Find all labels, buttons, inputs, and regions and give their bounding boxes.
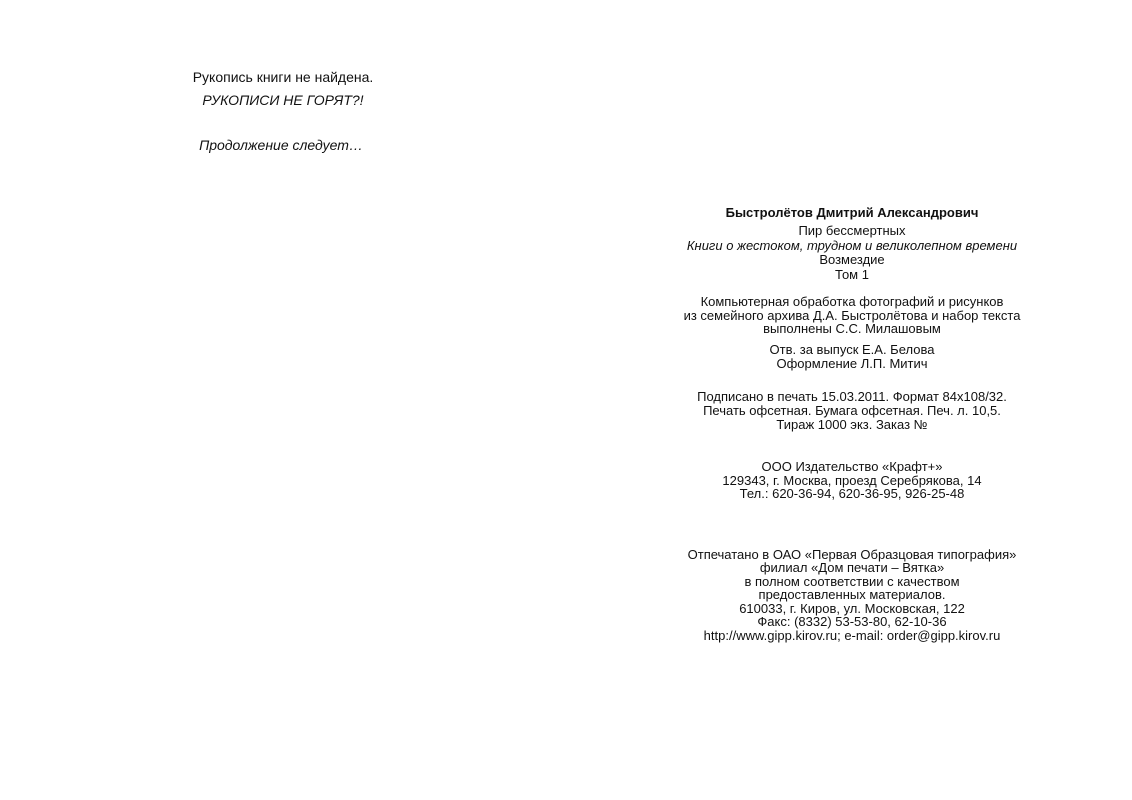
print-details-line: Тираж 1000 экз. Заказ № [776,417,928,432]
publisher-line: 129343, г. Москва, проезд Серебрякова, 14 [722,473,982,488]
designer: Оформление Л.П. Митич [776,356,928,371]
processing-line: Компьютерная обработка фотографий и рисунков [700,294,1004,309]
print-details-line: Подписано в печать 15.03.2011. Формат 84x108/32. [697,389,1007,404]
publisher-line: Тел.: 620-36-94, 620-36-95, 926-25-48 [739,486,965,501]
processing-line: выполнены С.С. Милашовым [763,321,941,336]
printer-line: 610033, г. Киров, ул. Московская, 122 [739,601,965,616]
print-details-line: Печать офсетная. Бумага офсетная. Печ. л. 10,5. [703,403,1001,418]
book-subtitle: Книги о жестоком, трудном и великолепном времени [686,238,1018,253]
printer-line: филиал «Дом печати – Вятка» [759,560,945,575]
continuation-note: Продолжение следует… [199,137,363,153]
slogan: РУКОПИСИ НЕ ГОРЯТ?! [202,92,364,108]
book-title: Пир бессмертных [798,223,906,238]
manuscript-note: Рукопись книги не найдена. [192,69,374,85]
printer-line: в полном соответствии с качеством [744,574,960,589]
printer-line: предоставленных материалов. [758,587,946,602]
volume-number: Том 1 [835,267,869,282]
printer-line: Факс: (8332) 53-53-80, 62-10-36 [757,614,947,629]
processing-line: из семейного архива Д.А. Быстролётова и набор текста [683,308,1021,323]
publisher-line: ООО Издательство «Крафт+» [761,459,943,474]
book-part: Возмездие [819,252,885,267]
printer-contact-line: http://www.gipp.kirov.ru; e-mail: order@gipp.kirov.ru [703,628,1001,643]
author-name: Быстролётов Дмитрий Александрович [725,205,979,220]
imprint-page [566,0,1132,800]
responsible-editor: Отв. за выпуск Е.А. Белова [769,342,935,357]
printer-line: Отпечатано в ОАО «Первая Образцовая типография» [687,547,1017,562]
